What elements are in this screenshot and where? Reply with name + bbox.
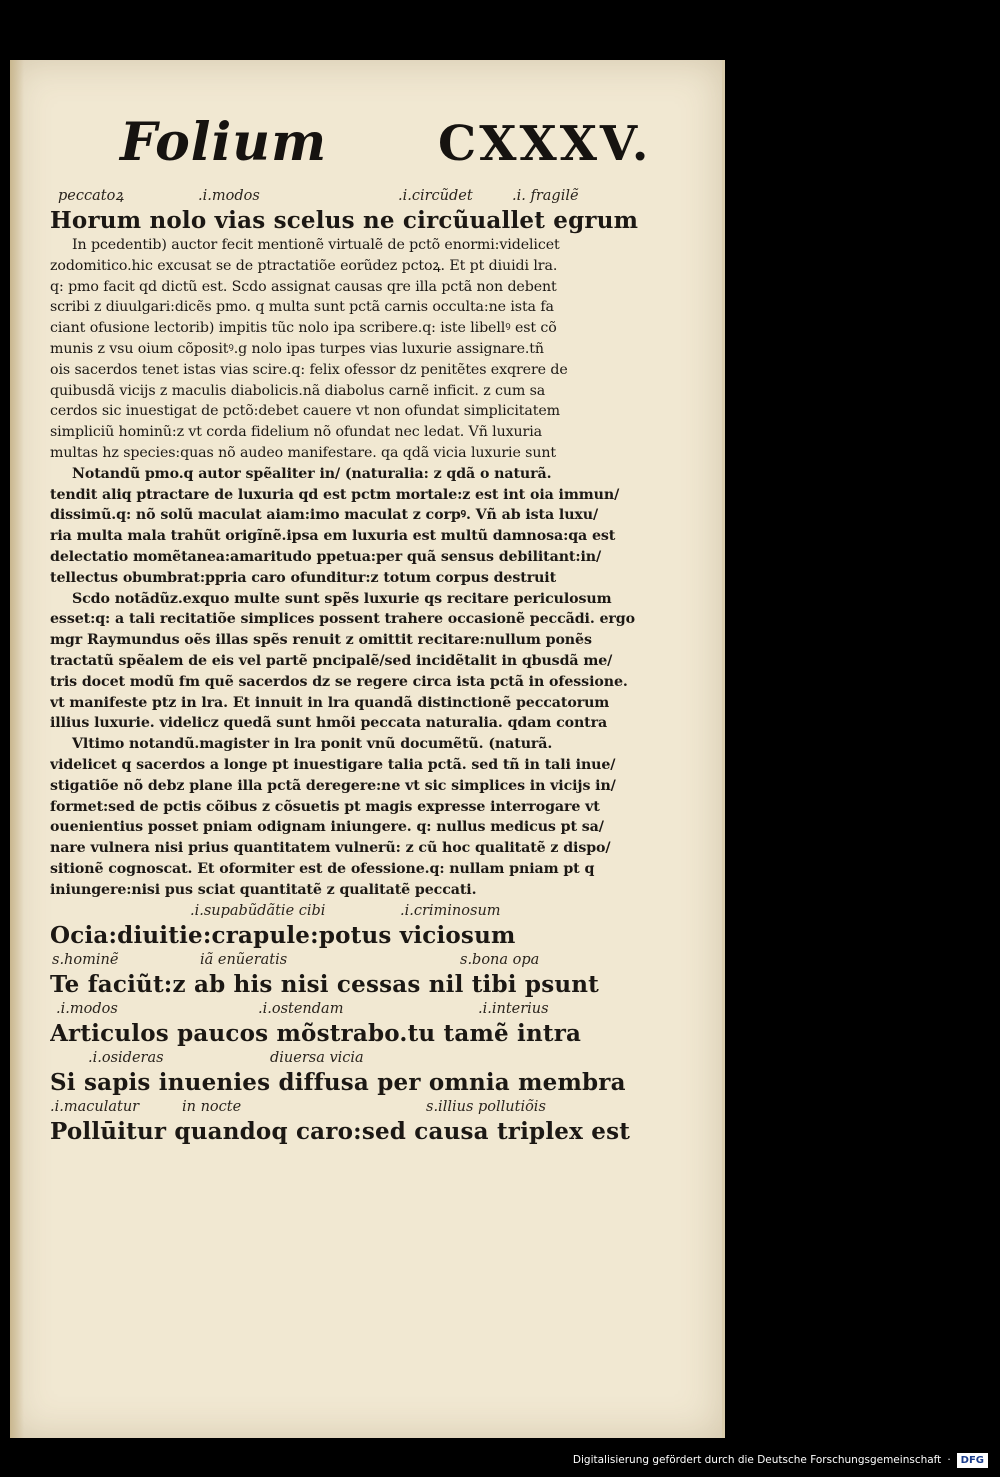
- commentary-line: stigatiõe nõ debz plane illa pctã deregere:ne vt sic simplices in vicijs in/: [50, 777, 616, 794]
- verse-line: Te faciũt:z ab his nisi cessas nil tibi psunt: [50, 970, 600, 998]
- commentary-line: Notandũ pmo.q autor spẽaliter in/ (naturalia: z qdã o naturã.: [72, 465, 552, 482]
- gloss-word: s.hominẽ: [52, 951, 119, 968]
- page-edge: [722, 60, 725, 1438]
- commentary-line: videlicet q sacerdos a longe pt inuestigare talia pctã. sed tñ in tali inue/: [50, 756, 616, 773]
- digitization-credit: [573, 1451, 988, 1469]
- commentary-line: mgr Raymundus oẽs illas spẽs renuit z omittit recitare:nullum ponẽs: [50, 632, 592, 649]
- gloss-word: peccatoꝝ: [58, 188, 124, 204]
- gloss-word: in nocte: [182, 1098, 242, 1115]
- page-text: [50, 186, 710, 1146]
- commentary-line: cerdos sic inuestigat de pctõ:debet cauere vt non ofundat simplicitatem: [50, 403, 561, 420]
- gloss-word: .i.modos: [56, 1000, 118, 1017]
- gloss-word: .i.supabũdãtie cibi: [190, 902, 326, 919]
- commentary-line: simpliciũ hominũ:z vt corda fidelium nõ ofundat nec ledat. Vñ luxuria: [50, 424, 543, 441]
- gloss-word: .i.ostendam: [258, 1000, 344, 1017]
- commentary-paragraph-1: [50, 235, 710, 464]
- commentary-line: dissimũ.q: nõ solũ maculat aiam:imo maculat z corpꝰ. Vñ ab ista luxu/: [50, 507, 599, 524]
- commentary-line: vt manifeste ptz in lra. Et innuit in lra quandã distinctionẽ peccatorum: [50, 694, 610, 711]
- gloss-word: s.illius pollutiõis: [426, 1098, 546, 1115]
- commentary-line: ouenientius posset pniam odignam iniungere. q: nullus medicus pt sa/: [50, 819, 604, 836]
- gloss-word: .i.modos: [198, 188, 260, 204]
- commentary-line: ciant ofusione lectorib) impitis tũc nolo ipa scribere.q: iste libellꝰ est cõ: [50, 320, 557, 337]
- verse-line: Pollūitur quandoq caro:sed causa triplex est: [50, 1117, 631, 1145]
- commentary-line: tris docet modũ fm quẽ sacerdos dz se regere circa ista pctã in ofessione.: [50, 673, 628, 690]
- interlinear-gloss: [50, 999, 710, 1019]
- commentary-line: illius luxurie. videlicz quedã sunt hmõi peccata naturalia. qdam contra: [50, 715, 608, 732]
- folio-number: CXXXV.: [438, 116, 652, 172]
- gloss-word: .i.maculatur: [50, 1098, 140, 1115]
- separator-dot: ·: [947, 1454, 951, 1466]
- commentary-line: scribi z diuulgari:dicẽs pmo. q multa sunt pctã carnis occulta:ne ista fa: [50, 299, 554, 316]
- verse-line: Articulos paucos mõstrabo.tu tamẽ intra: [50, 1019, 582, 1047]
- interlinear-gloss: [50, 1048, 710, 1068]
- commentary-line: In pcedentib) auctor fecit mentionẽ virtualẽ de pctõ enormi:videlicet: [72, 237, 560, 253]
- commentary-line: tellectus obumbrat:ppria caro ofunditur:z totum corpus destruit: [50, 569, 557, 586]
- commentary-line: Scdo notãdũz.exquo multe sunt spẽs luxurie qs recitare periculosum: [72, 590, 612, 607]
- commentary-line: tractatũ spẽalem de eis vel partẽ pncipalẽ/sed incidẽtalit in qbusdã me/: [50, 652, 613, 669]
- commentary-line: formet:sed de pctis cõibus z cõsuetis pt magis expresse interrogare vt: [50, 798, 600, 815]
- folio-header: [120, 112, 652, 182]
- commentary-line: iniungere:nisi pus sciat quantitatẽ z qualitatẽ peccati.: [50, 881, 477, 898]
- commentary-line: Vltimo notandũ.magister in lra ponit vnũ documẽtũ. (naturã.: [72, 736, 553, 753]
- verse-line: Ocia:diuitie:crapule:potus viciosum: [50, 921, 516, 949]
- commentary-line: munis z vsu oium cõpositꝰ.g nolo ipas turpes vias luxurie assignare.tñ: [50, 340, 544, 357]
- page-gutter-shadow: [10, 60, 24, 1438]
- commentary-paragraph-2: [50, 464, 710, 901]
- verse-line: Si sapis inuenies diffusa per omnia membra: [50, 1068, 626, 1096]
- interlinear-gloss: [50, 186, 710, 206]
- commentary-line: tendit aliq ptractare de luxuria qd est pctm mortale:z est int oia immun/: [50, 486, 620, 503]
- verse-line: Horum nolo vias scelus ne circũuallet egrum: [50, 207, 639, 234]
- gloss-word: .i.osideras: [88, 1049, 164, 1066]
- interlinear-gloss: [50, 1097, 710, 1117]
- commentary-line: sitionẽ cognoscat. Et oformiter est de ofessione.q: nullam pniam pt q: [50, 860, 595, 877]
- gloss-word: s.bona opa: [460, 951, 540, 968]
- interlinear-gloss: [50, 901, 710, 921]
- commentary-line: ria multa mala trahũt origĩnẽ.ipsa em luxuria est multũ damnosa:qa est: [50, 528, 616, 545]
- interlinear-gloss: [50, 950, 710, 970]
- commentary-line: delectatio momẽtanea:amaritudo ppetua:per quã sensus debilitant:in/: [50, 548, 602, 565]
- gloss-word: .i.interius: [478, 1000, 549, 1017]
- dfg-logo: DFG: [957, 1453, 988, 1468]
- commentary-line: nare vulnera nisi prius quantitatem vulnerũ: z cũ hoc qualitatẽ z dispo/: [50, 840, 611, 857]
- gloss-word: iã enũeratis: [200, 951, 288, 968]
- commentary-line: q: pmo facit qd dictũ est. Scdo assignat causas qre illa pctã non debent: [50, 278, 557, 295]
- gloss-word: .i.circũdet: [398, 188, 473, 204]
- gloss-word: diuersa vicia: [270, 1049, 364, 1066]
- folio-word: Folium: [120, 112, 328, 173]
- commentary-line: esset:q: a tali recitatiõe simplices possent trahere occasionẽ peccãdi. ergo: [50, 611, 635, 628]
- gloss-word: .i.criminosum: [400, 902, 501, 919]
- credit-text: Digitalisierung gefördert durch die Deutsche Forschungsgemeinschaft: [572, 1454, 942, 1466]
- commentary-line: quibusdã vicijs z maculis diabolicis.nã diabolus carnẽ inficit. z cum sa: [50, 382, 546, 399]
- gloss-word: .i. fragilẽ: [512, 188, 579, 204]
- commentary-line: multas hz species:quas nõ audeo manifestare. qa qdã vicia luxurie sunt: [50, 444, 557, 461]
- commentary-line: ois sacerdos tenet istas vias scire.q: felix ofessor dz penitẽtes exqrere de: [50, 361, 568, 378]
- commentary-line: zodomitico.hic excusat se de ptractatiõe eorũdez pctoꝝ. Et pt diuidi lra.: [50, 257, 558, 274]
